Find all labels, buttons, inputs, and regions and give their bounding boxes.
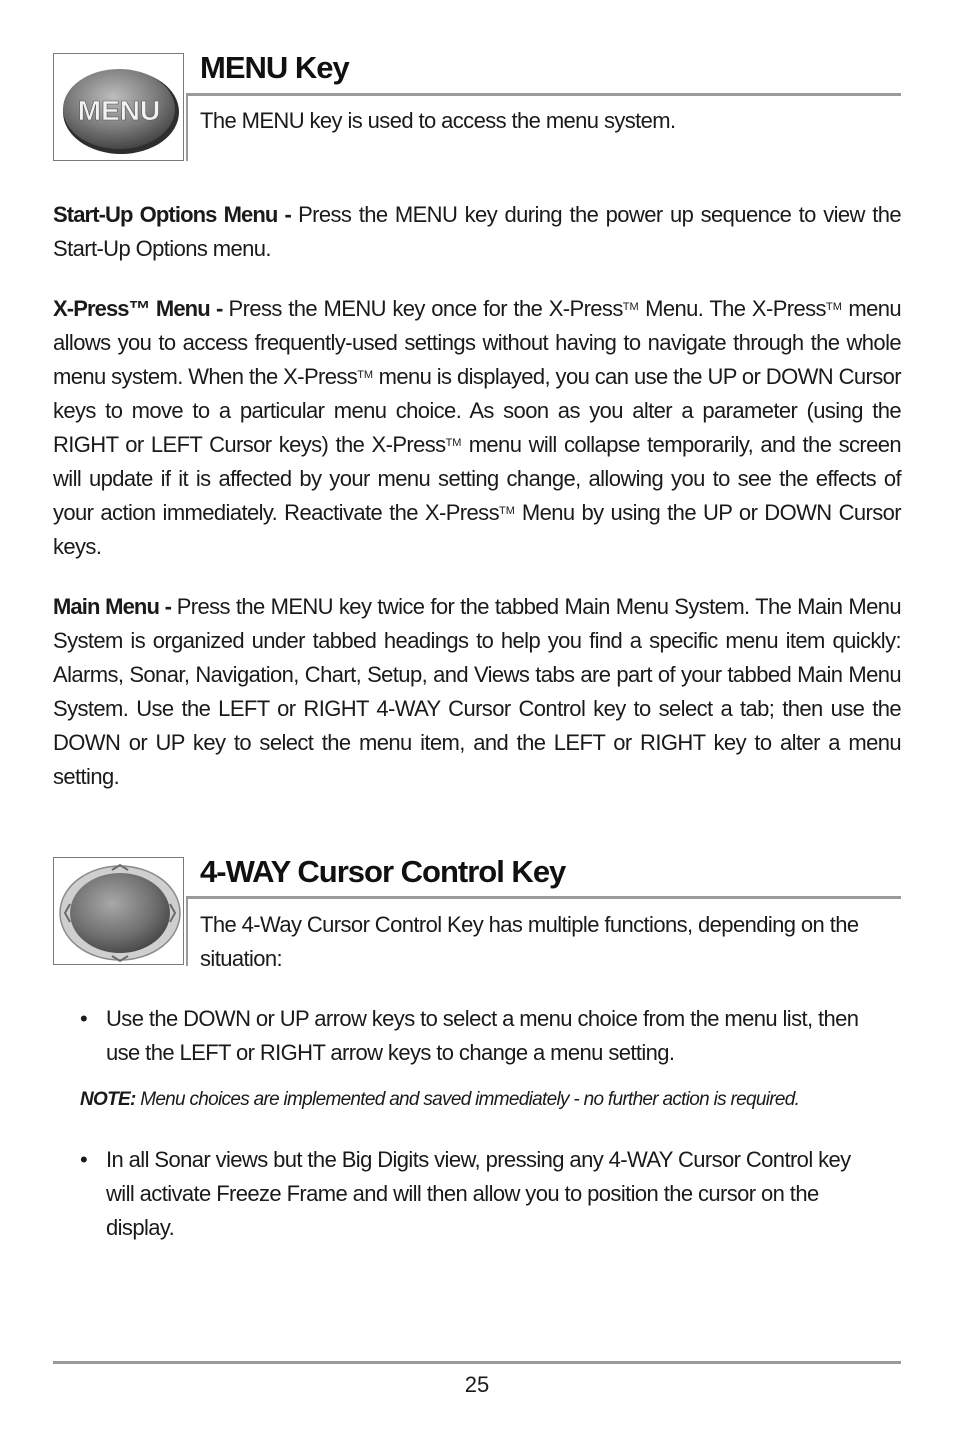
xpress-menu-label: X-Press™ Menu - [53, 296, 229, 321]
xpress-menu-paragraph [53, 292, 901, 564]
bullet-marker: • [80, 1006, 88, 1031]
bullet-text: In all Sonar views but the Big Digits view, pressing any 4-WAY Cursor Control key will activate Freeze Frame and will then allow you to position the cursor on the display. [106, 1147, 851, 1240]
list-item [80, 1143, 880, 1245]
startup-options-label: Start-Up Options Menu - [53, 202, 299, 227]
main-menu-text: Press the MENU key twice for the tabbed Main Menu System. The Main Menu System is organized under tabbed headings to help you find a specific menu item quickly: Alarms, Sonar, Navigation, Chart, Setup, and Views tabs are part of your tabbed Main Menu System. Use the LEFT or RIGHT 4-WAY Cursor Control key to select a tab; then use the DOWN or UP key to select the menu item, and the LEFT or RIGHT key to alter a menu setting. [53, 594, 902, 789]
menu-key-label: MENU [77, 95, 161, 126]
heading-rule [186, 896, 901, 899]
menu-key-heading: MENU Key [200, 50, 349, 85]
note-text: Menu choices are implemented and saved immediately - no further action is required. [135, 1089, 800, 1110]
page-number: 25 [464, 1372, 490, 1397]
xpress-text-5: menu will collapse temporarily, and the screen will update if it is affected by your menu setting change, allowing you to see the effects of your action immediately. Reactivate the X-Press [53, 432, 901, 525]
startup-options-paragraph [53, 198, 901, 266]
bullet-text: Use the DOWN or UP arrow keys to select a menu choice from the menu list, then use the LEFT or RIGHT arrow keys to change a menu setting. [106, 1006, 859, 1065]
xpress-text-4: menu is displayed, you can use the UP or DOWN Cursor keys to move to a particular menu choice. As soon as you alter a parameter (using the RIGHT or LEFT Cursor keys) the X-Press [53, 364, 901, 457]
trademark: TM [357, 369, 374, 381]
main-menu-label: Main Menu - [53, 594, 177, 619]
list-item [80, 1002, 880, 1070]
trademark: TM [825, 301, 842, 313]
xpress-text-1: Press the MENU key once for the X-Press [228, 296, 623, 321]
xpress-text-2: Menu. The X-Press [638, 296, 826, 321]
cursor-key-image [53, 857, 184, 965]
bullet-marker: • [80, 1147, 88, 1172]
trademark: TM [622, 301, 639, 313]
trademark: TM [498, 505, 515, 517]
main-menu-paragraph [53, 590, 901, 794]
menu-key-description: The MENU key is used to access the menu system. [200, 108, 676, 133]
xpress-text-3: menu allows you to access frequently-used settings without having to navigate through the whole menu system. When the X-Press [53, 296, 901, 389]
heading-vertical-rule [186, 93, 188, 161]
trademark: TM [445, 437, 462, 449]
note [80, 1086, 900, 1114]
menu-key-icon [54, 54, 185, 162]
heading-rule [186, 93, 901, 96]
menu-key-image [53, 53, 184, 161]
cursor-key-description: The 4-Way Cursor Control Key has multiple functions, depending on the situation: [200, 912, 859, 971]
heading-vertical-rule [186, 896, 188, 966]
xpress-text-6: Menu by using the UP or DOWN Cursor keys. [53, 500, 901, 559]
note-label: NOTE: [80, 1089, 136, 1110]
cursor-key-icon [54, 858, 185, 966]
cursor-key-heading: 4-WAY Cursor Control Key [200, 854, 566, 889]
startup-options-text: Press the MENU key during the power up sequence to view the Start-Up Options menu. [53, 202, 901, 261]
footer-rule [53, 1361, 901, 1364]
